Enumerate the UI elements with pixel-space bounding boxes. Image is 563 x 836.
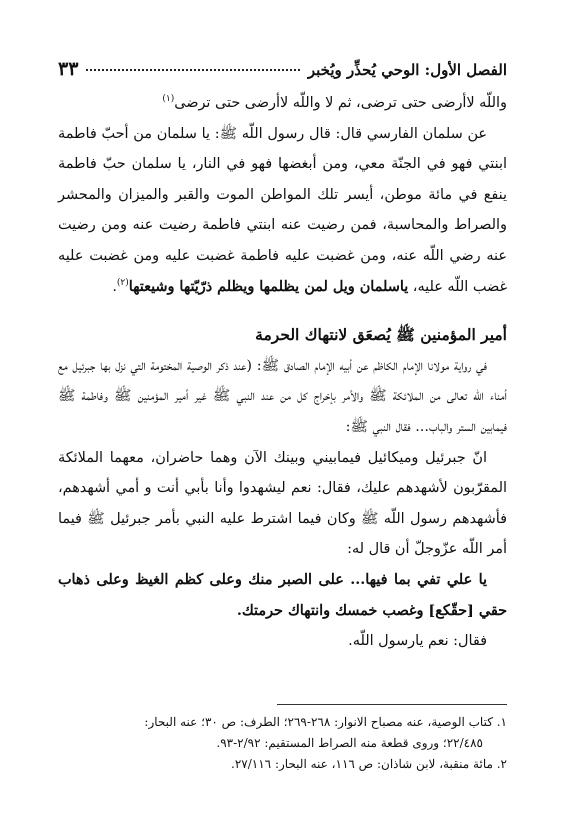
footnote-separator [277, 704, 507, 705]
main-text [58, 88, 507, 657]
footnote-2: ٢. مائة منقبة، لابن شاذان: ص ١١٦، عنه البحار: ٢٧/١١٦. [231, 757, 507, 771]
paragraph-2-bold: ياسلمان ويل لمن يظلمها ويظلم ذرّيّتها وشيعتها [128, 277, 409, 295]
paragraph-2 [58, 119, 507, 303]
footnotes [58, 712, 507, 775]
paragraph-5: يا علي تفي بما فيها... على الصبر منك وعلى كظم الغيظ وعلى ذهاب حقي [حقّكع] وغصب خمسك وانتهاك حرمتك. [58, 570, 507, 619]
footnote-ref-1: (١) [162, 94, 175, 105]
paragraph-2-text: عن سلمان الفارسي قال: قال رسول اللّه ﷺ: يا سلمان من أحبّ فاطمة ابنتي فهو في الجنّة معي، ومن أبغضها فهو في النار، يا سلمان حبّ فاطمة ينفع في مائة موطن، أيسر تلك المواطن الموت والقبر والميزان والمحشر والصراط والمحاسبة، فمن رضيت عنه ابنتي فاطمة رضيت عنه ومن رضيت عنه رضي اللّه عنه، ومن غضبت عليه فاطمة غضبت عليه ومن غضبت عليه غضب اللّه عليه، [58, 125, 507, 295]
paragraph-2-end: . [112, 278, 117, 295]
footnote-ref-2: (٢) [116, 277, 129, 288]
page-header [58, 58, 507, 82]
header-dotted-leader [86, 69, 299, 71]
chapter-title: الفصل الأول: الوحي يُحذِّر ويُخبر [307, 61, 507, 79]
footnote-1-continued: ٢٢/٤٨٥؛ وروى قطعة منه الصراط المستقيم: ٢/٩٢-٩٣. [216, 736, 483, 750]
paragraph-6: فقال: نعم يارسول اللّه. [348, 633, 487, 650]
paragraph-1-text: واللّه لاأرضى حتى ترضى، ثم لا واللّه لاأرضى حتى ترضى [174, 95, 507, 111]
section-heading: أمير المؤمنين ﷺ يُصعَق لانتهاك الحرمة [255, 325, 507, 345]
page-number: ٣٣ [58, 58, 79, 80]
paragraph-4: انّ جبرئيل وميكائيل فيمابيني وبينك الآن وهما حاضران، معهما الملائكة المقرّبون لأشهدهم عليك، فقال: نعم ليشهدوا وأنا بأبي أنت و أمي أشهدهم، فأشهدهم رسول اللّه ﷺ وكان فيما اشترط عليه النبي بأمر جبرئيل ﷺ فيما أمر اللّه عزّوجلّ أن قال له: [58, 449, 507, 558]
footnote-1: ١. كتاب الوصية، عنه مصباح الانوار: ٢٦٨-٢٦٩؛ الطرف: ص ٣٠؛ عنه البحار: [144, 715, 507, 729]
paragraph-1 [58, 88, 507, 119]
paragraph-3: في رواية مولانا الإمام الكاظم عن أبيه الإمام الصادق ﷺ: (عند ذكر الوصية المختومة التي نزل بها جبرئيل مع أمناء اللّه تعالى من الملائكة ﷺ والأمر بإخراج كل من عند النبي ﷺ غير أمير المؤمنين ﷺ وفاطمة ﷺ فيمابين الستر والباب... فقال النبي ﷺ: [58, 357, 507, 435]
